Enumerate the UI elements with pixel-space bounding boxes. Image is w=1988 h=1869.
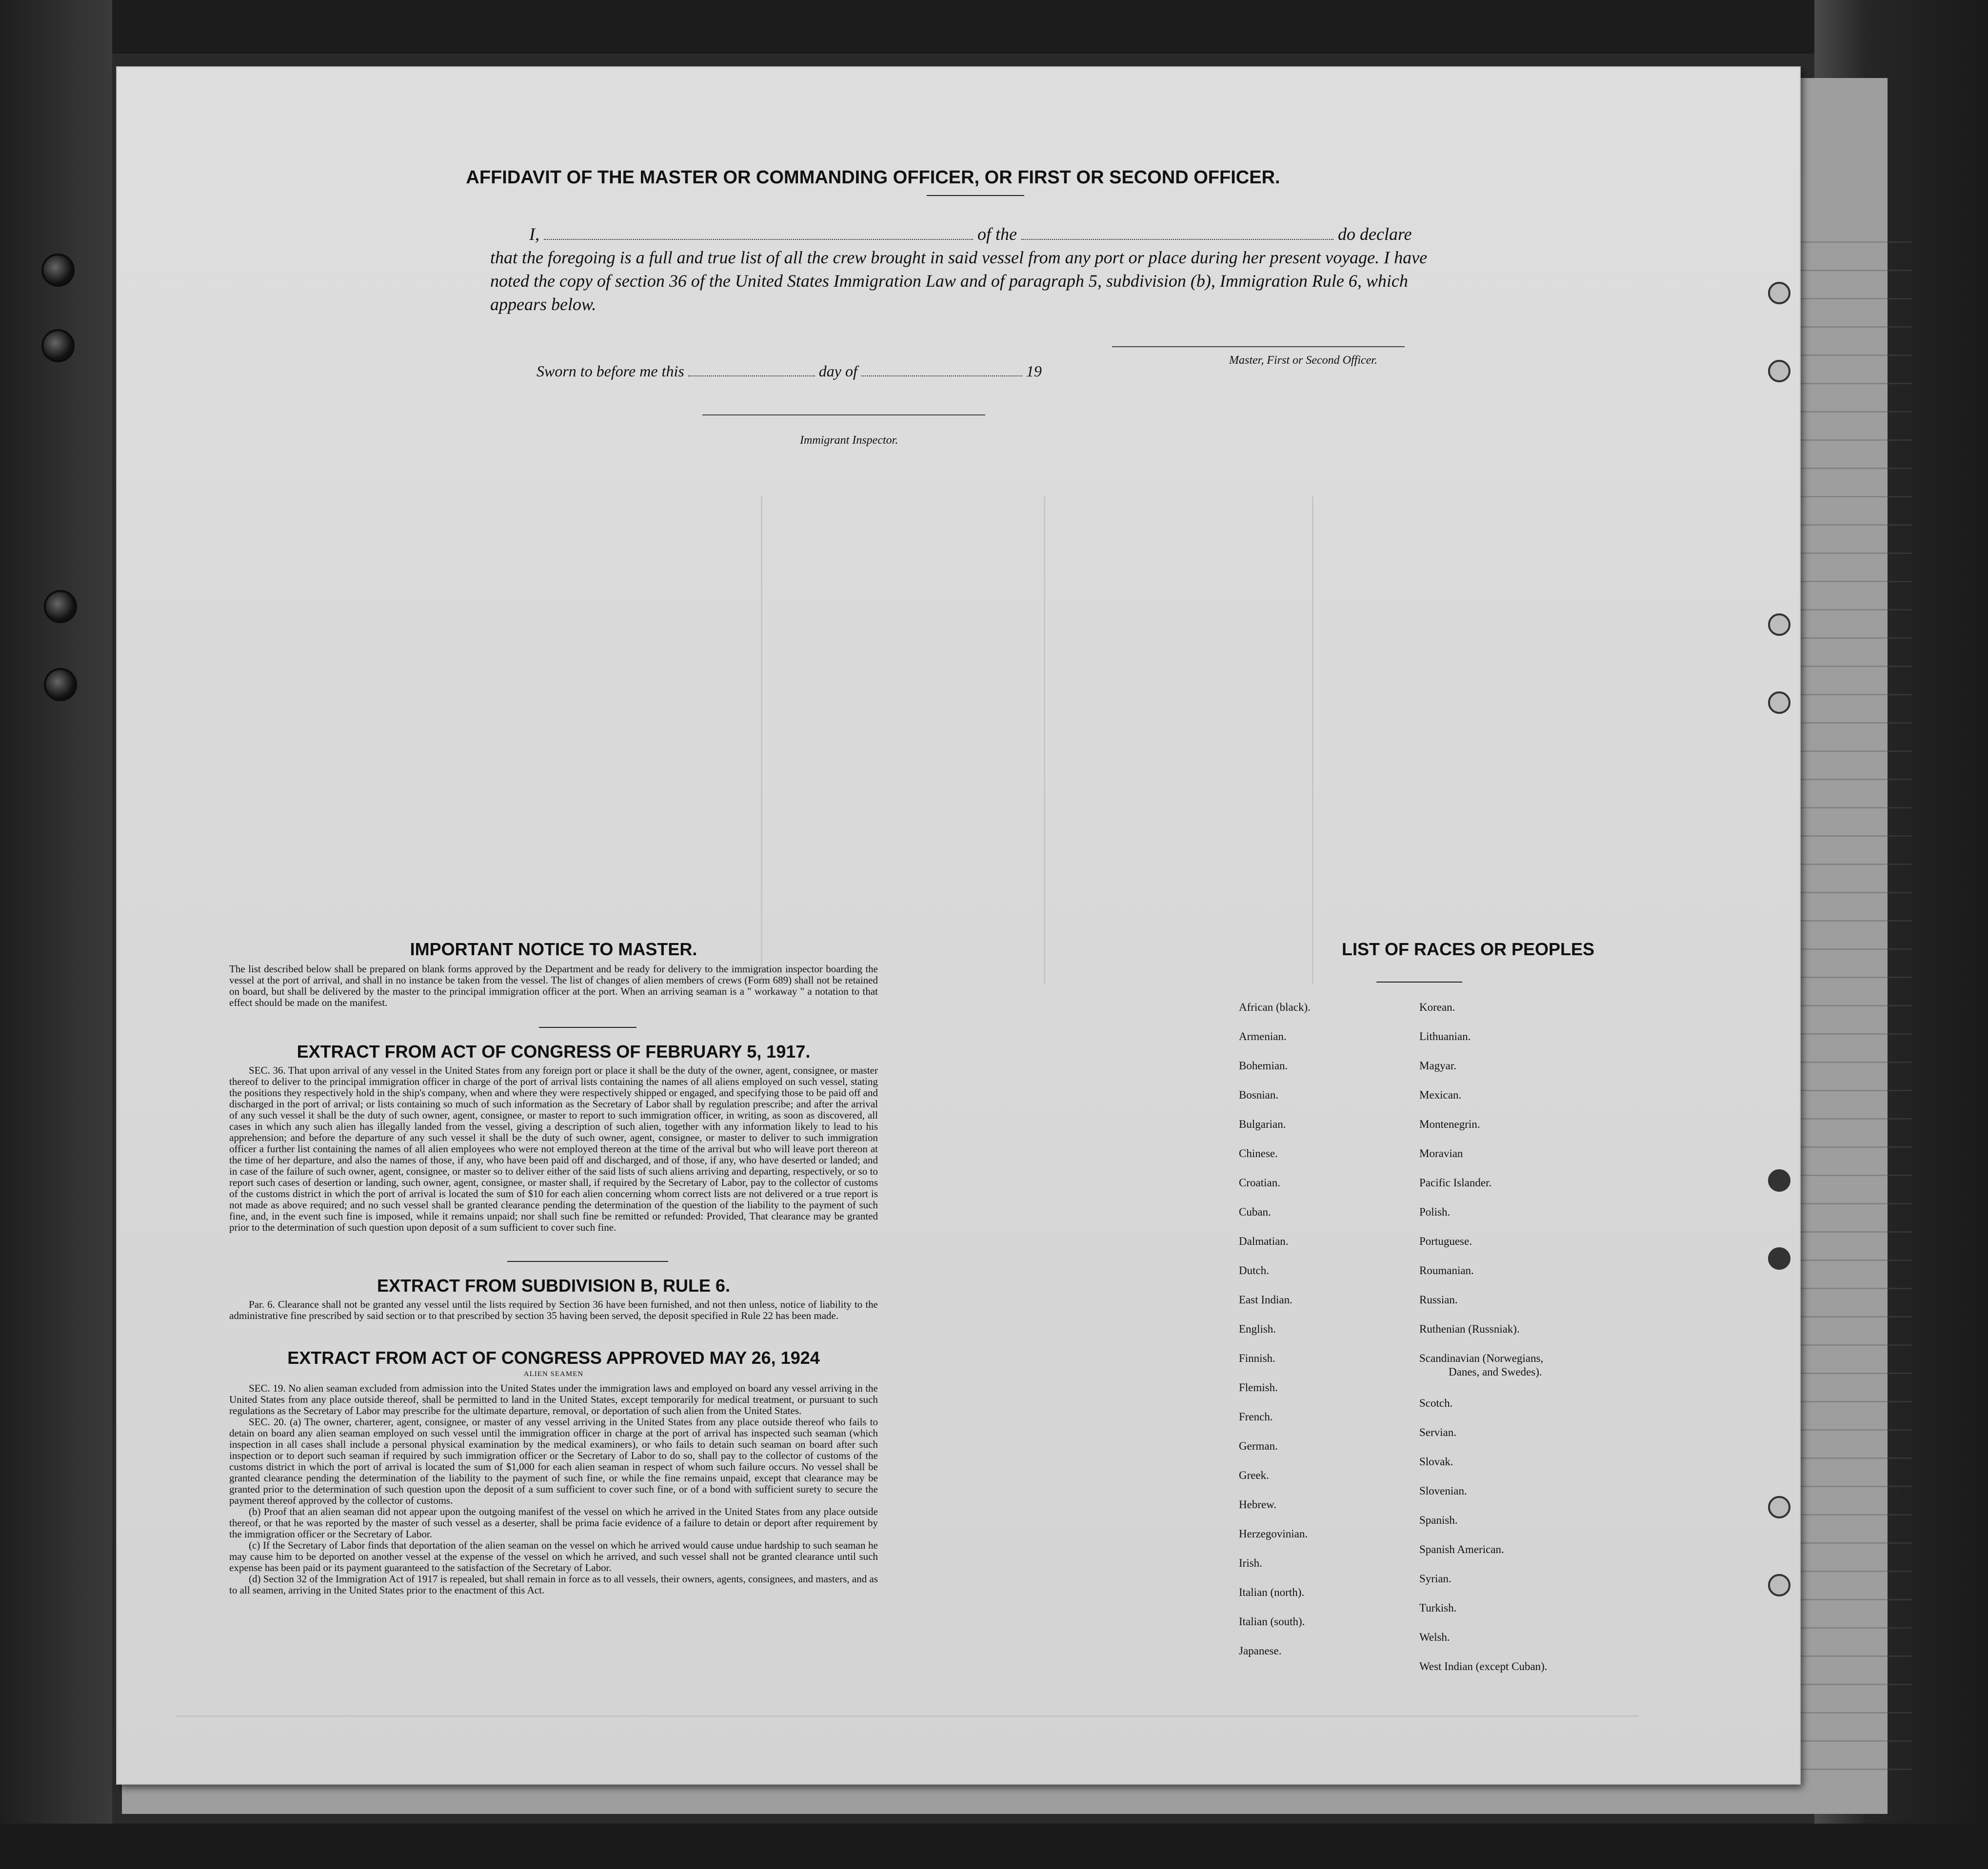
section-divider: [507, 1261, 668, 1262]
race-entry: Montenegrin.: [1419, 1118, 1480, 1130]
race-entry: French.: [1239, 1411, 1273, 1423]
race-entry: Portuguese.: [1419, 1235, 1472, 1247]
race-entry: Spanish American.: [1419, 1543, 1504, 1555]
race-entry: Chinese.: [1239, 1147, 1278, 1160]
faint-column-rule: [1044, 496, 1045, 984]
section-19-text: SEC. 19. No alien seaman excluded from admission into the United States under the immigration laws and employed on board any vessel arriving in the United States from any place outside thereof, shall be permitted to land in the United States, except temporarily for medical treatment, or pursuant to such regulations as the Secretary of Labor may prescribe for the ultimate departure, removal, or deportation of such alien from the United States.: [229, 1382, 878, 1417]
race-entry: Flemish.: [1239, 1381, 1278, 1394]
race-entry: Armenian.: [1239, 1030, 1287, 1043]
extract-1917-title: EXTRACT FROM ACT OF CONGRESS OF FEBRUARY 5, 1917.: [297, 1042, 811, 1062]
declaration-line: [490, 222, 1436, 246]
section-divider: [539, 1027, 636, 1028]
notice-title: IMPORTANT NOTICE TO MASTER.: [410, 939, 697, 959]
master-signature-label: Master, First or Second Officer.: [1229, 354, 1377, 367]
race-entry: Irish.: [1239, 1557, 1262, 1569]
race-entry: Italian (south).: [1239, 1615, 1305, 1628]
affidavit-body: [490, 222, 1436, 316]
race-entry: Bulgarian.: [1239, 1118, 1286, 1130]
race-entry: West Indian (except Cuban).: [1419, 1660, 1548, 1672]
punch-hole: [1768, 282, 1790, 304]
alien-seamen-subtitle: ALIEN SEAMEN: [523, 1370, 584, 1378]
notice-body: The list described below shall be prepared on blank forms approved by the Department and be ready for delivery to the immigration inspector boarding the vessel at the port of arrival, and shall in no instance be taken from the vessel. The list of changes of alien members of crews (Form 689) shall not be retained on board, but shall be delivered by the master to the principal immigration officer at the port. When an arriving seaman is a " workaway " a notation to that effect should be made on the manifest.: [229, 963, 878, 1008]
race-entry: East Indian.: [1239, 1294, 1292, 1306]
race-entry: Slovenian.: [1419, 1485, 1467, 1497]
binder-ring: [44, 668, 77, 701]
scan-frame-top: [0, 0, 1988, 54]
race-entry: Spanish.: [1419, 1514, 1458, 1526]
race-entry: Finnish.: [1239, 1352, 1275, 1364]
paragraph-6-text: Par. 6. Clearance shall not be granted any vessel until the lists required by Section 36 have been furnished, and not then unless, notice of liability to the administrative fine prescribed by said section or to that prescribed by section 35 having been served, the deposit specified in Rule 22 has been made.: [229, 1298, 878, 1321]
sworn-day-blank: [688, 375, 815, 376]
race-entry: Magyar.: [1419, 1060, 1457, 1072]
vessel-label: of the: [977, 224, 1017, 244]
race-entry: Scandinavian (Norwegians,: [1419, 1352, 1544, 1364]
race-entry: African (black).: [1239, 1001, 1311, 1013]
section-20a-text: SEC. 20. (a) The owner, charterer, agent, consignee, or master of any vessel arriving in the United States from any place outside thereof who fails to detain on board any alien seaman employed on such vessel until the immigration officer in charge at the port of arrival has inspected such seaman (which inspection in all cases shall include a personal physical examination by the medical examiners), or who fails to detain such seaman on board after such inspection or to deport such seaman if required by such immigration officer or the Secretary of Labor to do so, shall pay to the collector of customs of the customs district in which the port of arrival is located the sum of $1,000 for each alien seaman in respect of whom such failure occurs. No vessel shall be granted clearance pending the determination of the liability to the payment of such fine, or while the fine remains unpaid, except that clearance may be granted prior to the determination of such question upon the deposit of a sum sufficient to cover such fine, or of a bond with sufficient surety to secure the payment thereof approved by the collector of customs.: [229, 1416, 878, 1506]
sworn-year-label: 19: [1026, 362, 1042, 380]
punch-hole: [1768, 360, 1790, 382]
race-entry: English.: [1239, 1323, 1276, 1335]
vessel-name-blank: [1021, 239, 1333, 240]
sworn-month-blank: [861, 375, 1022, 376]
races-divider: [1376, 982, 1462, 983]
inspector-label: Immigrant Inspector.: [800, 434, 898, 447]
race-entry: Roumanian.: [1419, 1264, 1474, 1277]
race-entry: Welsh.: [1419, 1631, 1450, 1643]
race-entry: German.: [1239, 1440, 1278, 1452]
section-20b-text: (b) Proof that an alien seaman did not appear upon the outgoing manifest of the vessel on which he arrived in the United States from any place outside thereof, or that he was reported by the master of such vessel as a deserter, shall be prima facie evidence of a failure to detain or deport after requirement by the immigration officer or the Secretary of Labor.: [229, 1506, 878, 1540]
punch-hole: [1768, 613, 1790, 636]
race-entry: Herzegovinian.: [1239, 1528, 1308, 1540]
race-entry: Italian (north).: [1239, 1586, 1305, 1598]
race-entry: Bohemian.: [1239, 1060, 1288, 1072]
race-entry: Turkish.: [1419, 1602, 1457, 1614]
section-20d-text: (d) Section 32 of the Immigration Act of 1917 is repealed, but shall remain in force as to all vessels, their owners, agents, consignees, and masters, and as to all seamen, arriving in the United States prior to the enactment of this Act.: [229, 1573, 878, 1596]
form-page: [117, 67, 1800, 1784]
race-entry: Japanese.: [1239, 1645, 1282, 1657]
race-entry: Lithuanian.: [1419, 1030, 1471, 1043]
race-entry: Moravian: [1419, 1147, 1463, 1160]
section-36-text: SEC. 36. That upon arrival of any vessel in the United States from any foreign port or place it shall be the duty of the owner, agent, consignee, or master thereof to deliver to the principal immigration officer in charge of the port of arrival lists containing the names of all aliens employed on such vessel, stating the positions they respectively hold in the ship's company, when and where they were respectively shipped or engaged, and specifying those to be paid off and discharged in the port of arrival; or lists containing so much of such information as the Secretary of Labor shall by regulation prescribe; and after the arrival of any such vessel it shall be the duty of such owner, agent, consignee, or master to report to such immigration officer, in writing, as soon as discovered, all cases in which any such alien has illegally landed from the vessel, giving a description of such alien, together with any information likely to lead to his apprehension; and before the departure of any such vessel it shall be the duty of such owner, agent, consignee, or master to deliver to such immigration officer a further list containing the names of all alien employees who were not employed thereon at the time of the arrival but who will leave port thereon at the time of her departure, and also the names of those, if any, who have been paid off and discharged, and of those, if any, who have deserted or landed; and in case of the failure of such owner, agent, consignee, or master so to deliver either of the said lists of such aliens arriving and departing, respectively, or so to report such cases of desertion or landing, such owner, agent, consignee, or master shall, if required by the Secretary of Labor, pay to the collector of customs of the customs district in which the port of arrival is located the sum of $10 for each alien concerning whom correct lists are not delivered or a true report is not made as above required; and no such vessel shall be granted clearance pending the determination of the question of the liability to the payment of such fine, and, in the event such fine is imposed, while it remains unpaid; nor shall such fine be remitted or refunded: Provided, That clearance may be granted prior to the determination of such question upon deposit of a sum sufficient to cover such fine.: [229, 1064, 878, 1233]
races-title: LIST OF RACES OR PEOPLES: [1341, 939, 1595, 959]
affidavit-statement: that the foregoing is a full and true list of all the crew brought in said vessel from any port or place during her present voyage. I have noted the copy of section 36 of the United States Immigration Law and of paragraph 5, subdivision (b), Immigration Rule 6, which appears below.: [490, 248, 1428, 314]
inspector-signature-line: [702, 414, 985, 415]
race-entry: Polish.: [1419, 1206, 1451, 1218]
sworn-line: [537, 362, 1042, 380]
race-entry: Hebrew.: [1239, 1498, 1277, 1511]
faint-column-rule: [1312, 496, 1313, 984]
extract-1924-title: EXTRACT FROM ACT OF CONGRESS APPROVED MAY 26, 1924: [287, 1348, 820, 1368]
binder-ring: [44, 590, 77, 623]
extract-1924-body: [229, 1383, 878, 1596]
affidavit-title: AFFIDAVIT OF THE MASTER OR COMMANDING OFFICER, OR FIRST OR SECOND OFFICER.: [466, 167, 1280, 188]
race-entry: Ruthenian (Russniak).: [1419, 1323, 1520, 1335]
section-20c-text: (c) If the Secretary of Labor finds that deportation of the alien seaman on the vessel on which he arrived would cause undue hardship to such seaman he may cause him to be deported on another vessel at the expense of the vessel on which he arrived, and such vessel shall not be granted clearance until such expense has been paid or its payment guaranteed to the satisfaction of the Secretary of Labor.: [229, 1539, 878, 1574]
sworn-label: Sworn to before me this: [537, 362, 684, 380]
title-divider: [927, 195, 1024, 196]
race-entry: Korean.: [1419, 1001, 1455, 1013]
extract-1917-body: [229, 1065, 878, 1233]
declare-label: do declare: [1337, 224, 1412, 244]
race-entry: Greek.: [1239, 1469, 1269, 1481]
race-entry: Servian.: [1419, 1426, 1457, 1438]
race-entry: Bosnian.: [1239, 1089, 1279, 1101]
declarant-name-blank: [544, 239, 973, 240]
binder-ring: [41, 329, 75, 362]
punch-hole: [1768, 691, 1790, 714]
race-entry: Dutch.: [1239, 1264, 1269, 1277]
scan-frame-bottom: [0, 1824, 1988, 1869]
sworn-month-label: day of: [818, 362, 857, 380]
race-entry: Russian.: [1419, 1294, 1458, 1306]
race-entry: Cuban.: [1239, 1206, 1271, 1218]
punch-hole: [1768, 1574, 1790, 1596]
faint-column-rule: [761, 496, 762, 984]
race-entry: Scotch.: [1419, 1397, 1453, 1409]
extract-rule6-title: EXTRACT FROM SUBDIVISION B, RULE 6.: [377, 1276, 731, 1296]
race-entry: Syrian.: [1419, 1573, 1451, 1585]
race-entry: Danes, and Swedes).: [1449, 1366, 1542, 1378]
extract-rule6-body: [229, 1299, 878, 1321]
master-signature-line: [1112, 346, 1405, 347]
race-entry: Pacific Islander.: [1419, 1177, 1492, 1189]
punch-hole: [1768, 1496, 1790, 1518]
punch-hole: [1768, 1247, 1790, 1270]
faint-row-rule: [176, 1715, 1639, 1717]
race-entry: Croatian.: [1239, 1177, 1280, 1189]
binder-ring: [41, 254, 75, 287]
punch-hole: [1768, 1169, 1790, 1192]
race-entry: Slovak.: [1419, 1456, 1453, 1468]
declarant-label: I,: [529, 224, 539, 244]
race-entry: Mexican.: [1419, 1089, 1462, 1101]
race-entry: Dalmatian.: [1239, 1235, 1289, 1247]
